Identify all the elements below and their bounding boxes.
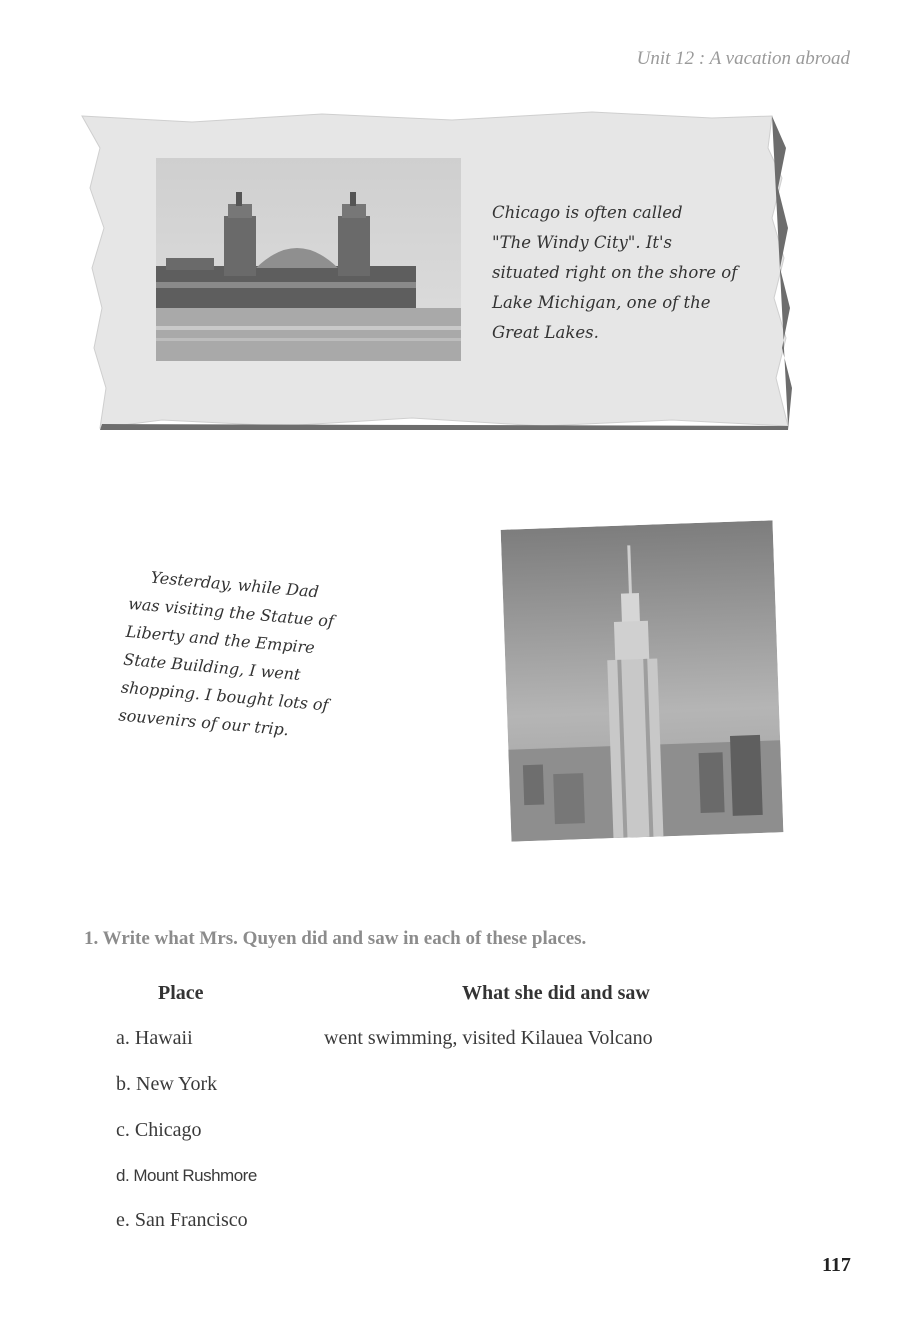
chicago-caption xyxy=(492,198,772,348)
row-place: a. Hawaii xyxy=(116,1027,193,1049)
caption-line: Chicago is often called xyxy=(492,203,683,222)
column-header-place: Place xyxy=(158,982,204,1004)
row-place: d. Mount Rushmore xyxy=(116,1166,257,1185)
note-line: State Building, I went xyxy=(122,649,302,685)
row-answer: went swimming, visited Kilauea Volcano xyxy=(324,1027,653,1049)
note-line: shopping. I bought lots of xyxy=(120,677,330,715)
caption-line: situated right on the shore of xyxy=(492,263,738,282)
empire-state-building-photo xyxy=(501,520,784,841)
caption-line: Great Lakes. xyxy=(492,323,599,342)
column-header-what: What she did and saw xyxy=(462,982,650,1004)
caption-line: Lake Michigan, one of the xyxy=(492,293,711,312)
row-place: c. Chicago xyxy=(116,1119,202,1141)
chicago-card xyxy=(72,108,794,438)
exercise-title: 1. Write what Mrs. Quyen did and saw in each of these places. xyxy=(84,928,587,949)
page-number: 117 xyxy=(822,1254,851,1276)
row-place: e. San Francisco xyxy=(116,1209,248,1231)
note-line: Yesterday, while Dad xyxy=(149,567,320,602)
caption-line: "The Windy City". It's xyxy=(492,233,673,252)
unit-header: Unit 12 : A vacation abroad xyxy=(636,48,850,69)
chicago-navy-pier-photo xyxy=(156,158,461,361)
note-line: Liberty and the Empire xyxy=(125,621,316,658)
yesterday-note xyxy=(117,562,381,751)
note-line: was visiting the Statue of xyxy=(127,593,335,631)
row-place: b. New York xyxy=(116,1073,218,1095)
note-line: souvenirs of our trip. xyxy=(117,705,290,740)
